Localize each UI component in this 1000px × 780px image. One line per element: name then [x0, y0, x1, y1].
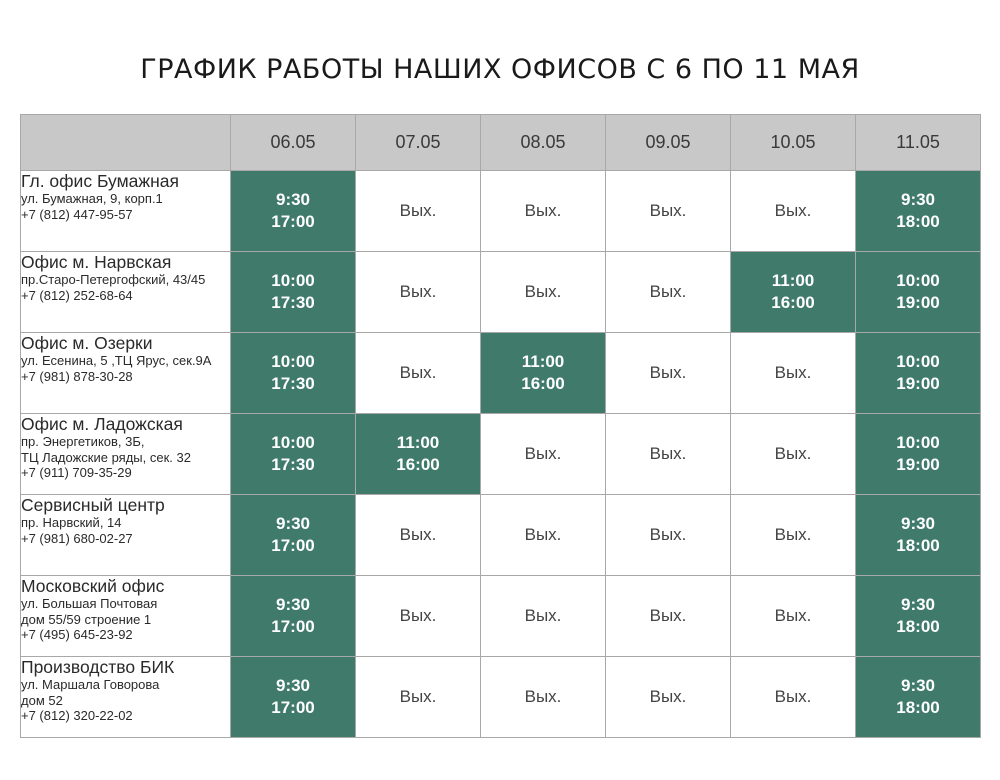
open-time: 11:00 [521, 352, 565, 371]
close-time: 19:00 [896, 455, 940, 474]
open-time: 9:30 [275, 190, 311, 209]
office-detail-line: +7 (981) 878-30-28 [21, 368, 133, 384]
working-hours-cell [856, 495, 981, 576]
day-off-cell: Вых. [606, 414, 731, 495]
office-name: Московский офис [21, 576, 165, 596]
open-time: 9:30 [900, 514, 936, 533]
day-off-cell: Вых. [606, 252, 731, 333]
date-header: 08.05 [481, 115, 606, 171]
date-header: 06.05 [231, 115, 356, 171]
day-off-cell: Вых. [731, 495, 856, 576]
day-off-cell: Вых. [606, 333, 731, 414]
office-detail-line: +7 (812) 252-68-64 [21, 287, 133, 303]
day-off-cell: Вых. [481, 576, 606, 657]
day-off-cell: Вых. [356, 333, 481, 414]
table-row [21, 414, 981, 495]
date-header: 09.05 [606, 115, 731, 171]
close-time: 17:30 [271, 374, 315, 393]
day-off-cell: Вых. [731, 576, 856, 657]
close-time: 19:00 [896, 374, 940, 393]
working-hours-cell [231, 576, 356, 657]
close-time: 18:00 [896, 698, 940, 717]
table-row [21, 657, 981, 738]
day-off-cell: Вых. [356, 495, 481, 576]
close-time: 19:00 [896, 293, 940, 312]
close-time: 17:30 [271, 293, 315, 312]
day-off-cell: Вых. [731, 333, 856, 414]
office-cell [21, 576, 231, 657]
date-header: 07.05 [356, 115, 481, 171]
working-hours-cell [231, 171, 356, 252]
office-cell [21, 333, 231, 414]
working-hours-cell [856, 414, 981, 495]
close-time: 16:00 [521, 374, 565, 393]
office-cell [21, 414, 231, 495]
close-time: 18:00 [896, 617, 940, 636]
office-cell [21, 252, 231, 333]
open-time: 10:00 [271, 271, 315, 290]
working-hours-cell [856, 657, 981, 738]
office-name: Офис м. Ладожская [21, 414, 183, 434]
open-time: 9:30 [900, 595, 936, 614]
office-detail-line: ул. Большая Почтовая [21, 596, 158, 611]
open-time: 10:00 [896, 352, 940, 371]
header-row [21, 115, 981, 171]
working-hours-cell [856, 576, 981, 657]
office-detail-line: пр. Нарвский, 14 [21, 515, 122, 530]
office-detail-line: +7 (495) 645-23-92 [21, 627, 133, 642]
day-off-cell: Вых. [606, 495, 731, 576]
close-time: 17:00 [271, 698, 315, 717]
office-name: Офис м. Нарвская [21, 252, 172, 272]
working-hours-cell [481, 333, 606, 414]
day-off-cell: Вых. [481, 171, 606, 252]
office-detail-line: ТЦ Ладожские ряды, сек. 32 [21, 449, 191, 465]
day-off-cell: Вых. [481, 414, 606, 495]
close-time: 16:00 [771, 293, 815, 312]
table-row [21, 171, 981, 252]
day-off-cell: Вых. [481, 252, 606, 333]
day-off-cell: Вых. [356, 657, 481, 738]
day-off-cell: Вых. [731, 657, 856, 738]
close-time: 17:30 [271, 455, 315, 474]
office-name: Гл. офис Бумажная [21, 171, 179, 191]
day-off-cell: Вых. [731, 414, 856, 495]
close-time: 17:00 [271, 536, 315, 555]
working-hours-cell [231, 495, 356, 576]
close-time: 17:00 [271, 617, 315, 636]
close-time: 17:00 [271, 212, 315, 231]
working-hours-cell [856, 171, 981, 252]
office-detail-line: дом 55/59 строение 1 [21, 611, 152, 627]
date-header: 11.05 [856, 115, 981, 171]
working-hours-cell [731, 252, 856, 333]
office-cell [21, 171, 231, 252]
office-detail-line: ул. Есенина, 5 ,ТЦ Ярус, сек.9А [21, 353, 212, 368]
working-hours-cell [231, 333, 356, 414]
open-time: 10:00 [271, 352, 315, 371]
day-off-cell: Вых. [356, 576, 481, 657]
close-time: 16:00 [396, 455, 440, 474]
open-time: 11:00 [771, 271, 815, 290]
office-detail-line: ул. Маршала Говорова [21, 677, 160, 692]
schedule-table [20, 114, 981, 738]
office-name: Сервисный центр [21, 495, 165, 515]
table-row [21, 333, 981, 414]
day-off-cell: Вых. [606, 657, 731, 738]
working-hours-cell [356, 414, 481, 495]
office-detail-line: +7 (981) 680-02-27 [21, 530, 133, 546]
open-time: 9:30 [900, 676, 936, 695]
table-row [21, 252, 981, 333]
open-time: 9:30 [275, 676, 311, 695]
open-time: 9:30 [275, 514, 311, 533]
office-detail-line: +7 (812) 447-95-57 [21, 206, 133, 222]
close-time: 18:00 [896, 536, 940, 555]
working-hours-cell [231, 414, 356, 495]
day-off-cell: Вых. [606, 171, 731, 252]
working-hours-cell [231, 252, 356, 333]
day-off-cell: Вых. [356, 252, 481, 333]
date-header: 10.05 [731, 115, 856, 171]
office-detail-line: ул. Бумажная, 9, корп.1 [21, 191, 163, 206]
office-detail-line: +7 (911) 709-35-29 [21, 465, 132, 480]
open-time: 10:00 [896, 433, 940, 452]
office-detail-line: дом 52 [21, 692, 63, 708]
page-title: ГРАФИК РАБОТЫ НАШИХ ОФИСОВ С 6 ПО 11 МАЯ [140, 54, 860, 85]
day-off-cell: Вых. [731, 171, 856, 252]
office-name: Производство БИК [21, 657, 175, 677]
day-off-cell: Вых. [481, 657, 606, 738]
day-off-cell: Вых. [481, 495, 606, 576]
office-cell [21, 495, 231, 576]
day-off-cell: Вых. [356, 171, 481, 252]
office-detail-line: +7 (812) 320-22-02 [21, 708, 133, 723]
office-detail-line: пр.Старо-Петергофский, 43/45 [21, 272, 206, 287]
table-row [21, 495, 981, 576]
header-corner [21, 115, 231, 171]
open-time: 9:30 [900, 190, 936, 209]
open-time: 10:00 [896, 271, 940, 290]
table-row [21, 576, 981, 657]
office-name: Офис м. Озерки [21, 333, 153, 353]
working-hours-cell [231, 657, 356, 738]
open-time: 9:30 [275, 595, 311, 614]
open-time: 10:00 [271, 433, 315, 452]
office-detail-line: пр. Энергетиков, 3Б, [21, 434, 145, 449]
working-hours-cell [856, 333, 981, 414]
close-time: 18:00 [896, 212, 940, 231]
open-time: 11:00 [396, 433, 440, 452]
day-off-cell: Вых. [606, 576, 731, 657]
office-cell [21, 657, 231, 738]
working-hours-cell [856, 252, 981, 333]
